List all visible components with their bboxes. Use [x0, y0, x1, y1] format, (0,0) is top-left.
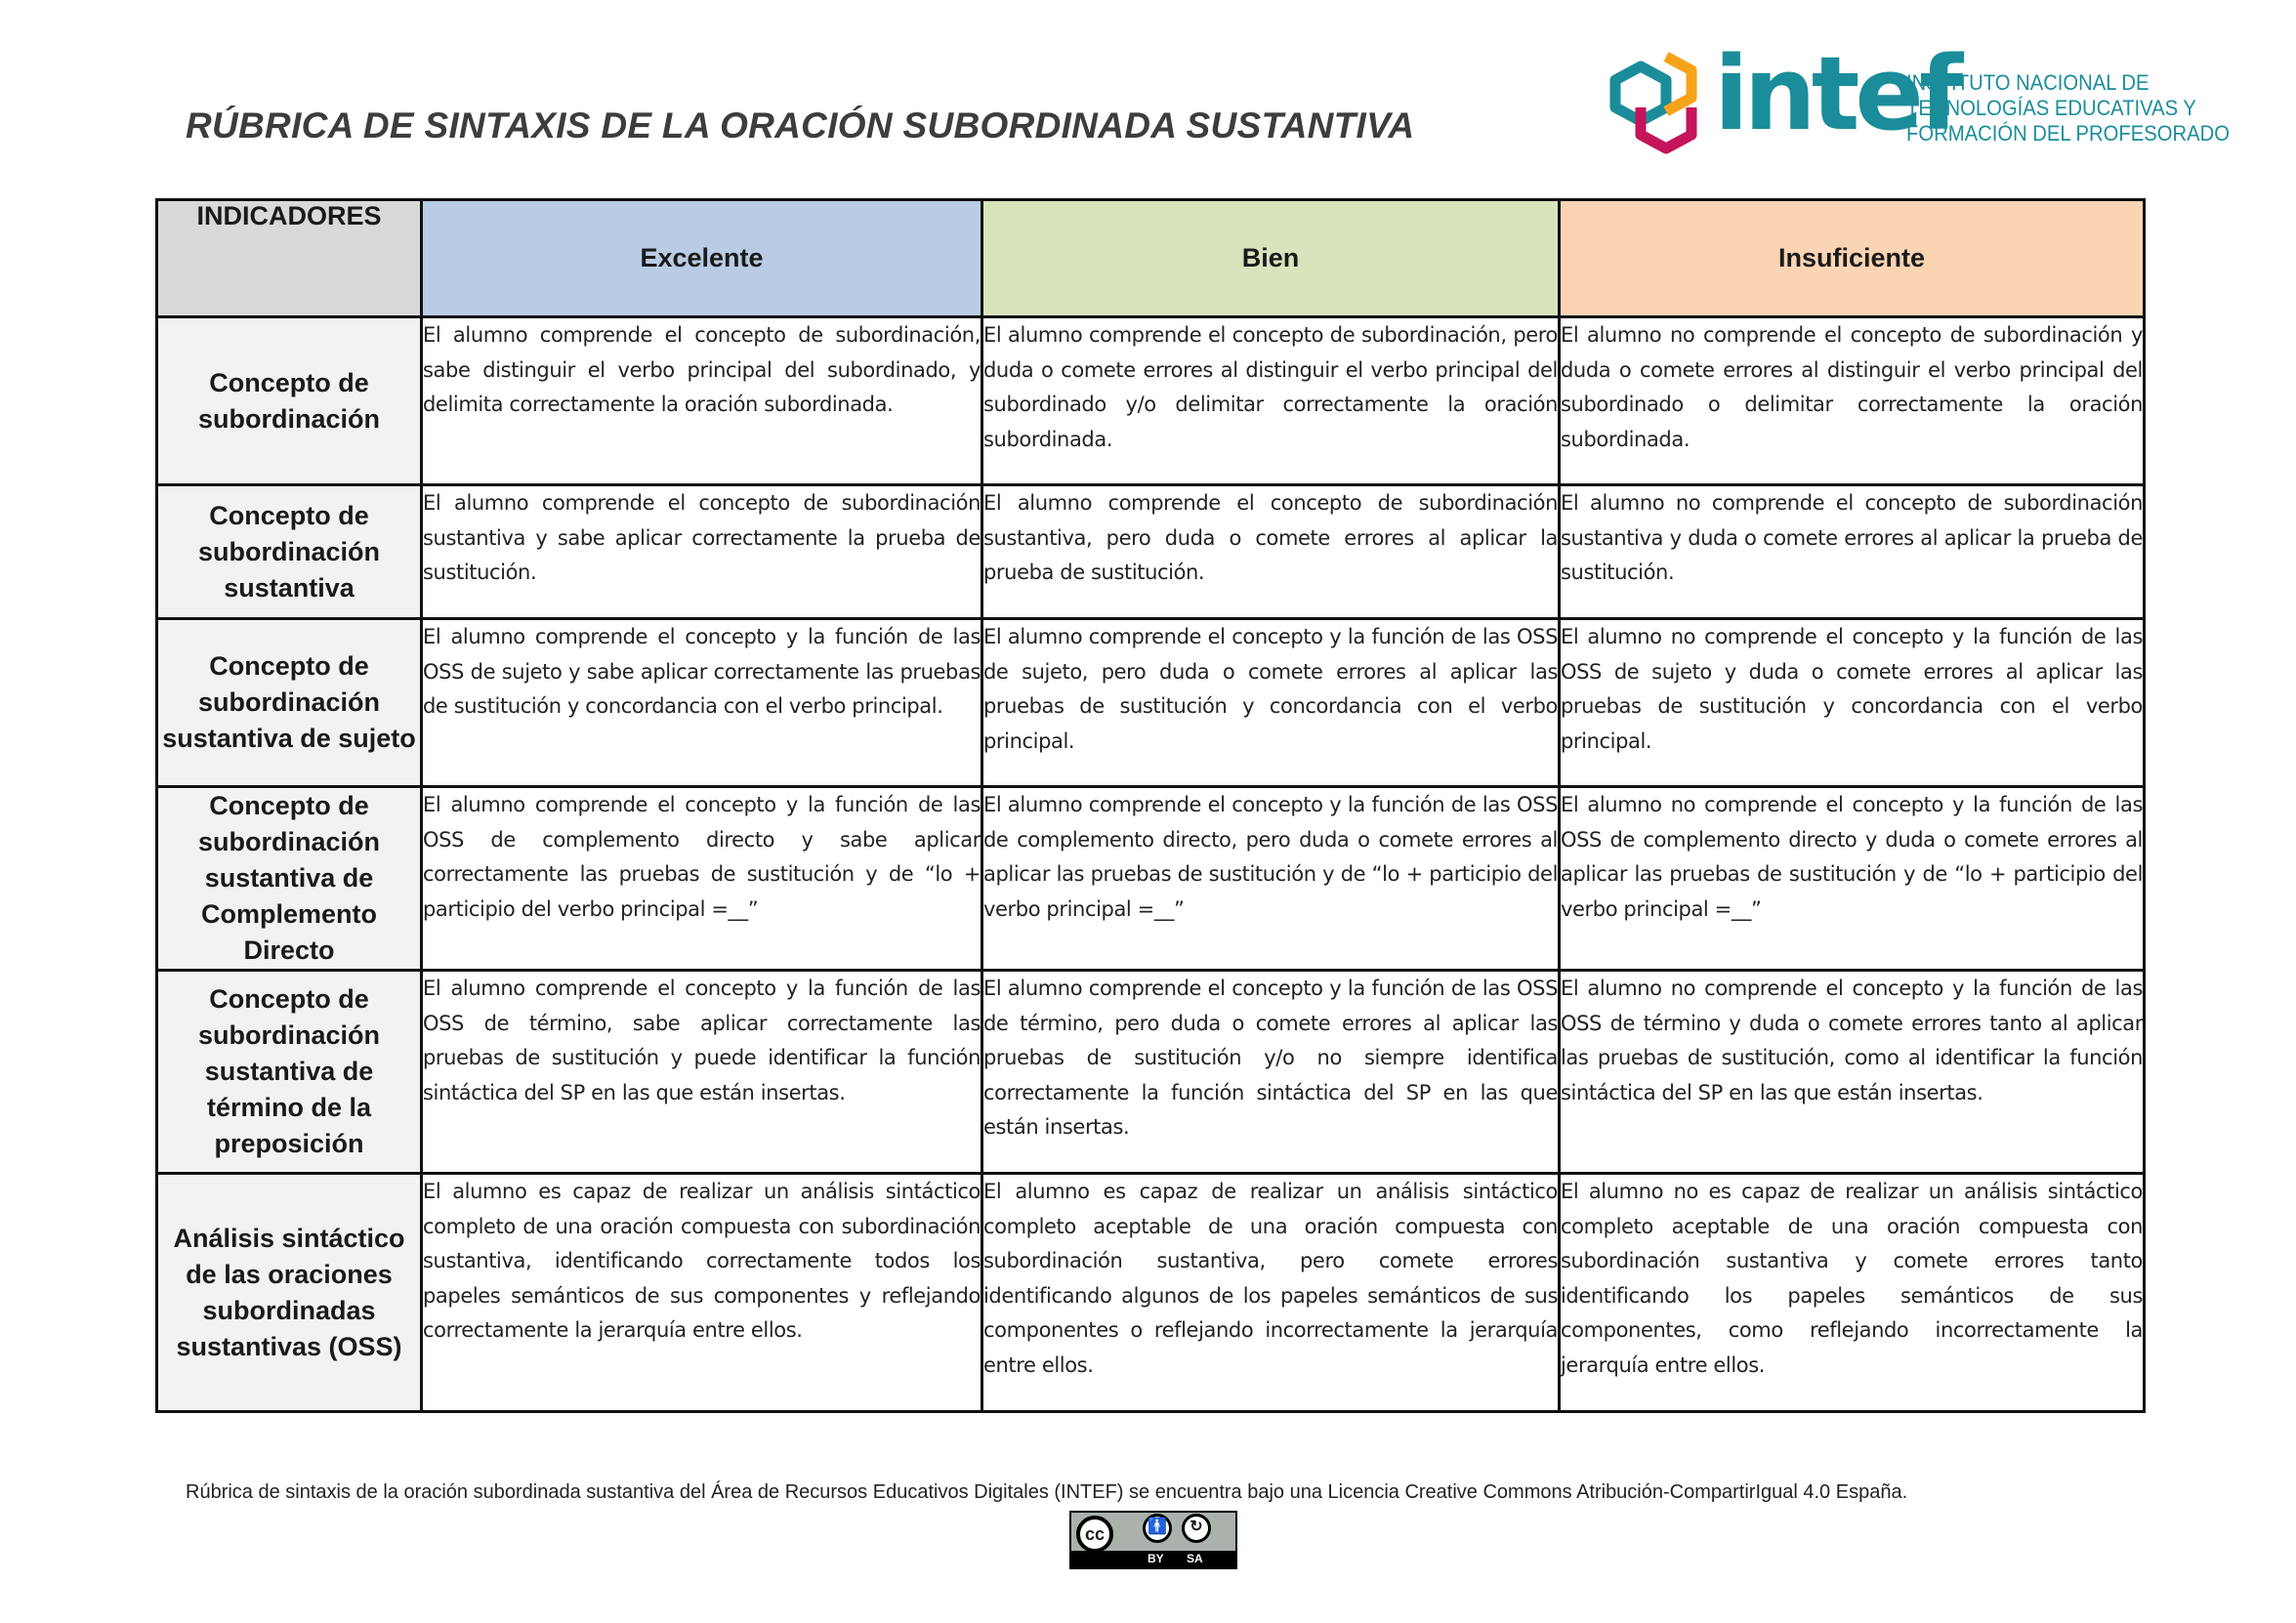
- table-row: [157, 1174, 2145, 1412]
- bien-cell: El alumno comprende el concepto y la función de las OSS de término, pero duda o comete errores al aplicar las pruebas de sustitución y/o no siempre identifica correctamente la función sintáctica del SP en las que están insertas.: [982, 971, 1560, 1174]
- intef-line: INSTITUTO NACIONAL DE: [1906, 70, 2150, 95]
- excelente-cell: El alumno comprende el concepto y la función de las OSS de término, sabe aplicar correctamente las pruebas de sustitución y puede identificar la función sintáctica del SP en las que están insertas.: [422, 971, 982, 1174]
- excelente-cell: El alumno comprende el concepto y la función de las OSS de sujeto y sabe aplicar correctamente las pruebas de sustitución y concordancia con el verbo principal.: [422, 619, 982, 787]
- table-row: [157, 619, 2145, 787]
- bien-cell: El alumno es capaz de realizar un análisis sintáctico completo aceptable de una oración compuesta con subordinación sustantiva, pero comete errores identificando algunos de los papeles semánticos de sus componentes o reflejando incorrectamente la jerarquía entre ellos.: [982, 1174, 1560, 1412]
- header-excelente: Excelente: [422, 200, 982, 317]
- insuficiente-cell: El alumno no comprende el concepto y la función de las OSS de sujeto y duda o comete errores al aplicar las pruebas de sustitución y concordancia con el verbo principal.: [1560, 619, 2145, 787]
- insuficiente-cell: El alumno no comprende el concepto y la función de las OSS de complemento directo y duda o comete errores al aplicar las pruebas de sustitución y de “lo + participio del verbo principal =__”: [1560, 787, 2145, 971]
- header-bien: Bien: [982, 200, 1560, 317]
- indicator-cell: Análisis sintáctico de las oraciones subordinadas sustantivas (OSS): [157, 1174, 422, 1412]
- indicator-cell: Concepto de subordinación sustantiva de término de la preposición: [157, 971, 422, 1174]
- cc-by-sa-badge[interactable]: [1069, 1511, 1237, 1569]
- intef-line: FORMACIÓN DEL PROFESORADO: [1906, 121, 2230, 146]
- insuficiente-cell: El alumno no es capaz de realizar un análisis sintáctico completo aceptable de una oración compuesta con subordinación sustantiva y comete errores tanto identificando los papeles semánticos de sus componentes, como reflejando incorrectamente la jerarquía entre ellos.: [1560, 1174, 2145, 1412]
- indicator-cell: Concepto de subordinación: [157, 317, 422, 485]
- table-row: [157, 317, 2145, 485]
- excelente-cell: El alumno es capaz de realizar un análisis sintáctico completo de una oración compuesta con subordinación sustantiva, identificando correctamente todos los papeles semánticos de sus componentes y reflejando correctamente la jerarquía entre ellos.: [422, 1174, 982, 1412]
- table-row: [157, 971, 2145, 1174]
- document-title: RÚBRICA DE SINTAXIS DE LA ORACIÓN SUBORDINADA SUSTANTIVA: [186, 105, 1415, 146]
- excelente-cell: El alumno comprende el concepto de subordinación sustantiva y sabe aplicar correctamente la prueba de sustitución.: [422, 485, 982, 619]
- insuficiente-cell: El alumno no comprende el concepto de subordinación y duda o comete errores al distinguir el verbo principal del subordinado o delimitar correctamente la oración subordinada.: [1560, 317, 2145, 485]
- excelente-cell: El alumno comprende el concepto de subordinación, sabe distinguir el verbo principal del subordinado, y delimita correctamente la oración subordinada.: [422, 317, 982, 485]
- insuficiente-cell: El alumno no comprende el concepto de subordinación sustantiva y duda o comete errores al aplicar la prueba de sustitución.: [1560, 485, 2145, 619]
- intef-wordmark: intef: [1714, 34, 1959, 153]
- header-insuficiente: Insuficiente: [1560, 200, 2145, 317]
- intef-logo-mark-icon: [1602, 51, 1709, 160]
- indicator-cell: Concepto de subordinación sustantiva de sujeto: [157, 619, 422, 787]
- table-row: [157, 787, 2145, 971]
- indicator-cell: Concepto de subordinación sustantiva: [157, 485, 422, 619]
- license-footer: Rúbrica de sintaxis de la oración subordinada sustantiva del Área de Recursos Educativos Digitales (INTEF) se encuentra bajo una Licencia Creative Commons Atribución-CompartirIgual 4.0 España.: [186, 1481, 1908, 1503]
- indicator-cell: Concepto de subordinación sustantiva de Complemento Directo: [157, 787, 422, 971]
- bien-cell: El alumno comprende el concepto de subordinación, pero duda o comete errores al distinguir el verbo principal del subordinado y/o delimitar correctamente la oración subordinada.: [982, 317, 1560, 485]
- intef-line: TECNOLOGÍAS EDUCATIVAS Y: [1906, 96, 2196, 120]
- share-alike-icon: ↻: [1182, 1514, 1211, 1543]
- attribution-icon: 🚹: [1143, 1514, 1172, 1543]
- sa-label: SA: [1187, 1552, 1203, 1565]
- header-indicadores: INDICADORES: [157, 200, 422, 317]
- header-row: [157, 200, 2145, 317]
- table-row: [157, 485, 2145, 619]
- intef-logo: [1602, 34, 2230, 170]
- cc-icon: cc: [1076, 1516, 1113, 1553]
- intef-institution-name: [1906, 70, 2230, 146]
- bien-cell: El alumno comprende el concepto de subordinación sustantiva, pero duda o comete errores al aplicar la prueba de sustitución.: [982, 485, 1560, 619]
- bien-cell: El alumno comprende el concepto y la función de las OSS de sujeto, pero duda o comete errores al aplicar las pruebas de sustitución y concordancia con el verbo principal.: [982, 619, 1560, 787]
- excelente-cell: El alumno comprende el concepto y la función de las OSS de complemento directo y sabe aplicar correctamente las pruebas de sustitución y de “lo + participio del verbo principal =__”: [422, 787, 982, 971]
- rubric-table: [155, 198, 2146, 1413]
- by-label: BY: [1148, 1552, 1164, 1565]
- bien-cell: El alumno comprende el concepto y la función de las OSS de complemento directo, pero duda o comete errores al aplicar las pruebas de sustitución y de “lo + participio del verbo principal =__”: [982, 787, 1560, 971]
- insuficiente-cell: El alumno no comprende el concepto y la función de las OSS de término y duda o comete errores tanto al aplicar las pruebas de sustitución, como al identificar la función sintáctica del SP en las que están insertas.: [1560, 971, 2145, 1174]
